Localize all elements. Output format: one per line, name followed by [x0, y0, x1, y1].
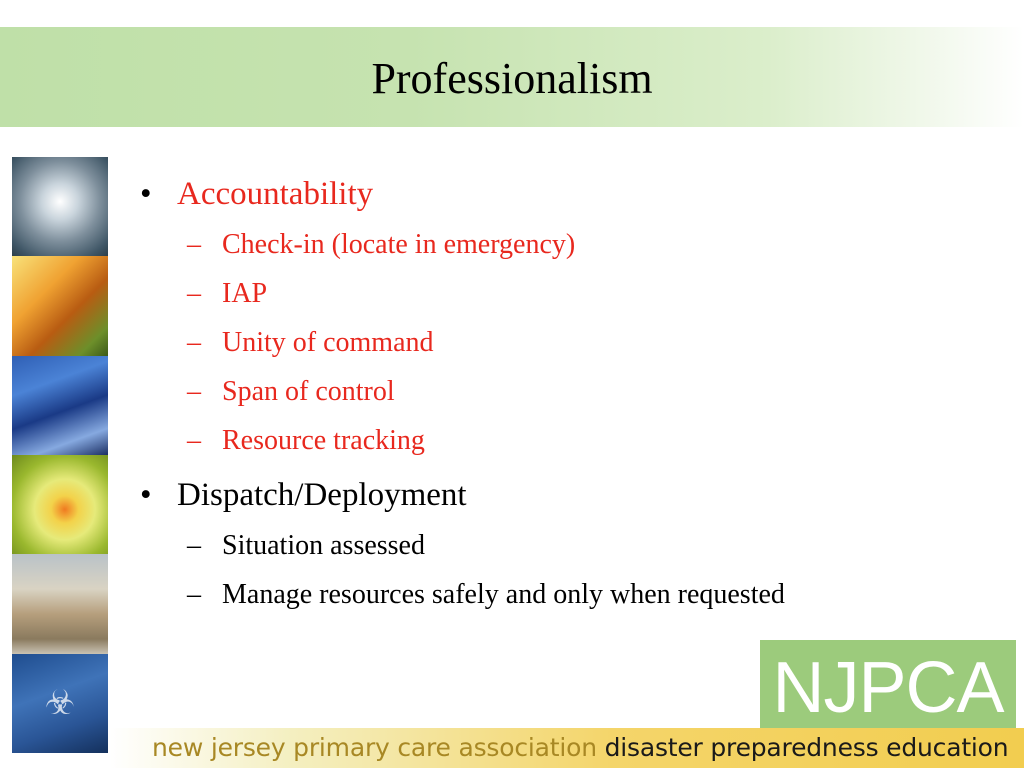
- sub-item: [140, 220, 1000, 269]
- bullet-label: Accountability: [177, 176, 374, 212]
- sub-item: [140, 367, 1000, 416]
- screen-photo: [12, 356, 108, 455]
- dash-glyph: –: [187, 579, 201, 610]
- footer-org-name: new jersey primary care association: [152, 733, 597, 762]
- bullet-glyph: •: [140, 477, 152, 513]
- biohazard-icon: ☣: [44, 683, 76, 724]
- lab-photo: [12, 256, 108, 355]
- bullet-label: Dispatch/Deployment: [177, 477, 467, 513]
- title-bar: [0, 27, 1024, 127]
- hurricane-photo: [12, 157, 108, 256]
- sub-item-label: Span of control: [222, 376, 395, 407]
- footer-text: [152, 728, 1008, 768]
- sub-item: [140, 416, 1000, 465]
- slide-content: [140, 168, 1000, 619]
- bullet-item: [140, 469, 1000, 521]
- sub-item-label: Resource tracking: [222, 425, 425, 456]
- dash-glyph: –: [187, 327, 201, 358]
- sub-item-label: Unity of command: [222, 327, 434, 358]
- dash-glyph: –: [187, 425, 201, 456]
- sub-item: [140, 570, 1000, 619]
- njpca-logo: [760, 640, 1016, 728]
- biohazard-photo: [12, 654, 108, 753]
- dash-glyph: –: [187, 376, 201, 407]
- bullet-item: [140, 168, 1000, 220]
- sub-item-label: Check-in (locate in emergency): [222, 229, 576, 260]
- photo-strip: [12, 157, 108, 753]
- radiation-photo: [12, 455, 108, 554]
- footer-program-name: disaster preparedness education: [604, 733, 1009, 762]
- sub-item: [140, 318, 1000, 367]
- sub-item: [140, 521, 1000, 570]
- sub-item-label: Manage resources safely and only when requested: [222, 579, 785, 610]
- dash-glyph: –: [187, 278, 201, 309]
- bullet-glyph: •: [140, 176, 152, 212]
- dash-glyph: –: [187, 530, 201, 561]
- sub-item: [140, 269, 1000, 318]
- logo-text: NJPCA: [772, 648, 1004, 728]
- slide-title: Professionalism: [371, 54, 653, 103]
- barrel-photo: [12, 554, 108, 653]
- sub-item-label: IAP: [222, 278, 268, 309]
- sub-item-label: Situation assessed: [222, 530, 425, 561]
- dash-glyph: –: [187, 229, 201, 260]
